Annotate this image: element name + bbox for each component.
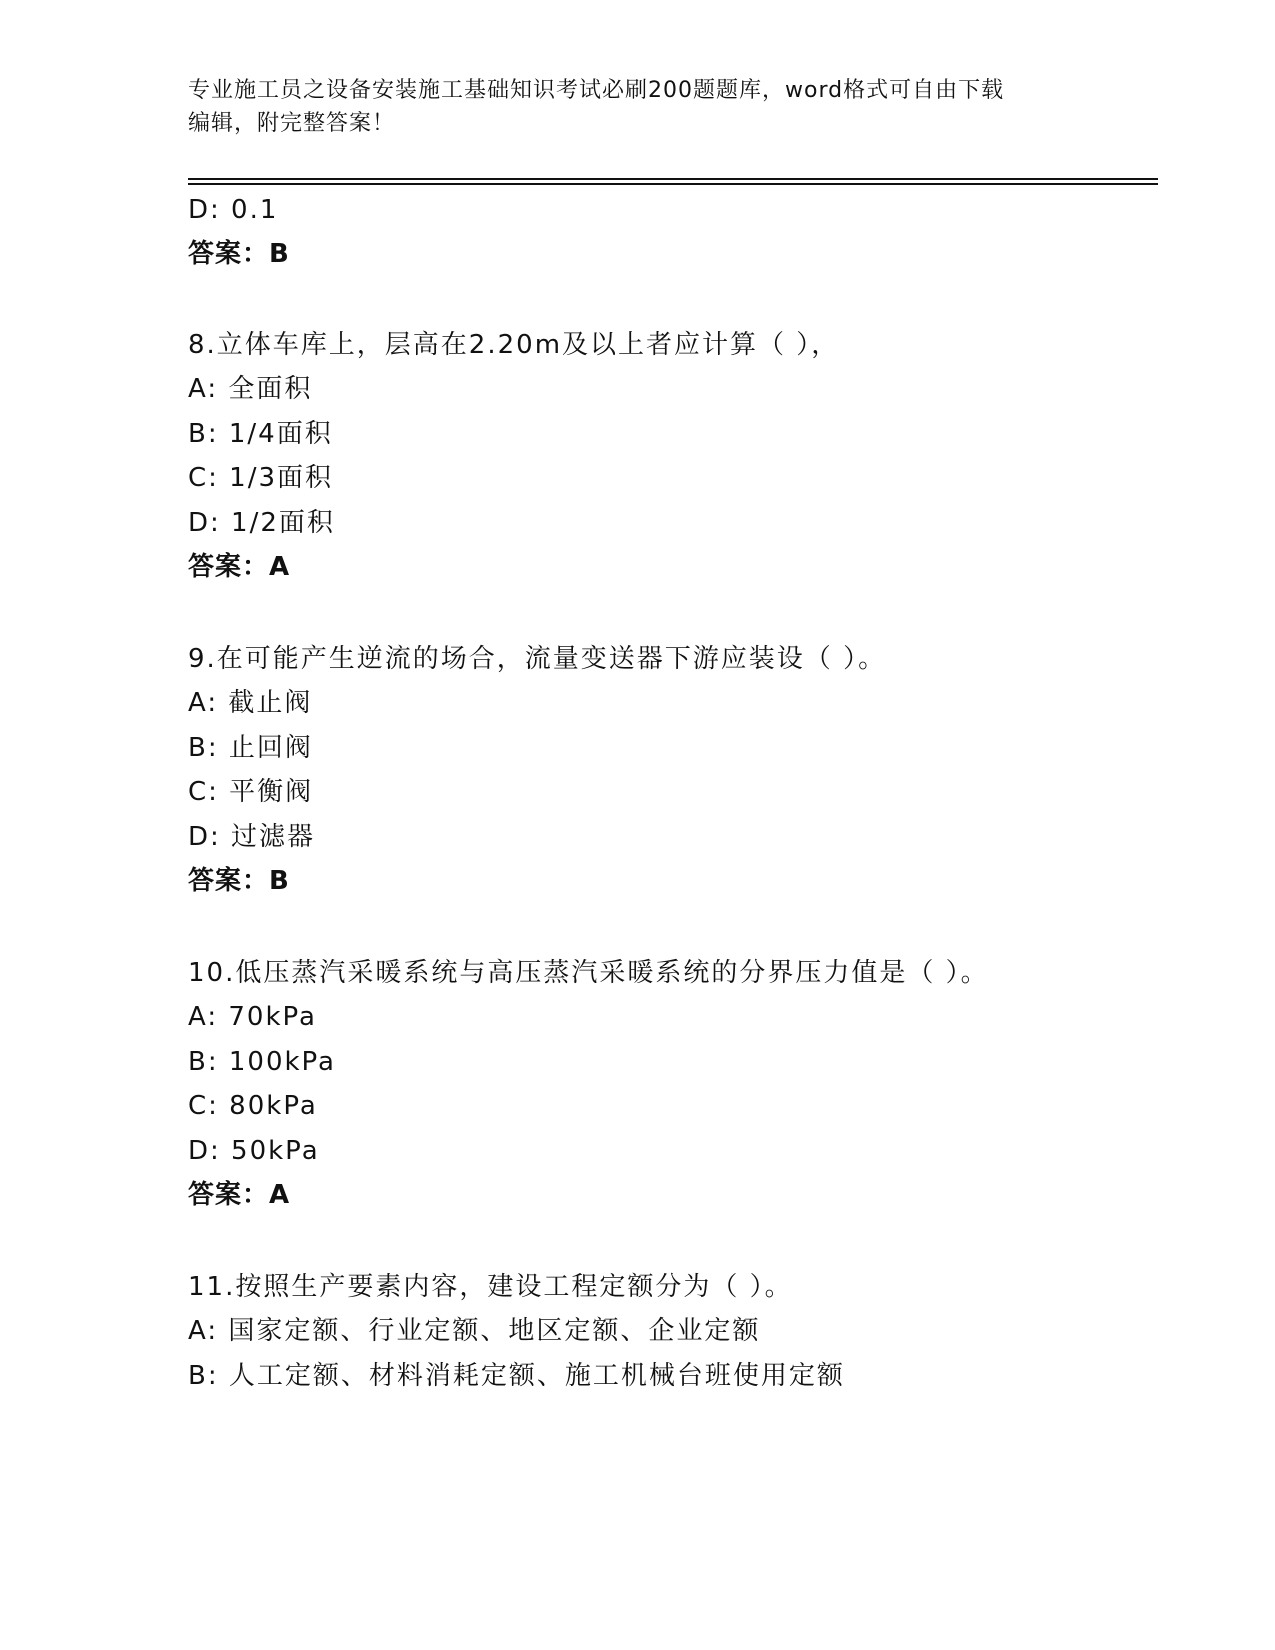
question-8: 8.立体车库上，层高在2.20m及以上者应计算（ ）， <box>188 330 840 360</box>
option-a-q8: A: 全面积 <box>188 374 313 404</box>
option-b-q9: B: 止回阀 <box>188 733 313 763</box>
option-d-q9: D: 过滤器 <box>188 822 316 852</box>
option-d-q8: D: 1/2面积 <box>188 508 335 538</box>
answer-q8: 答案：A <box>188 552 291 582</box>
question-10: 10.低压蒸汽采暖系统与高压蒸汽采暖系统的分界压力值是（ ）。 <box>188 958 989 988</box>
question-11: 11.按照生产要素内容，建设工程定额分为（ ）。 <box>188 1272 793 1302</box>
option-c-q8: C: 1/3面积 <box>188 463 334 493</box>
header-divider-top <box>188 178 1158 180</box>
option-a-q9: A: 截止阀 <box>188 688 313 718</box>
option-c-q9: C: 平衡阀 <box>188 777 314 807</box>
answer-q10: 答案：A <box>188 1180 291 1210</box>
header-divider-bottom <box>188 183 1158 185</box>
option-b-q11: B: 人工定额、材料消耗定额、施工机械台班使用定额 <box>188 1361 845 1391</box>
option-c-q10: C: 80kPa <box>188 1091 318 1121</box>
option-a-q10: A: 70kPa <box>188 1002 317 1032</box>
option-d-q10: D: 50kPa <box>188 1136 320 1166</box>
document-header <box>188 74 1088 140</box>
question-9: 9.在可能产生逆流的场合，流量变送器下游应装设（ ）。 <box>188 644 887 674</box>
header-line-2: 编辑，附完整答案！ <box>188 111 396 136</box>
option-d-q7: D: 0.1 <box>188 195 279 225</box>
answer-q9: 答案：B <box>188 866 290 896</box>
option-a-q11: A: 国家定额、行业定额、地区定额、企业定额 <box>188 1316 761 1346</box>
option-b-q10: B: 100kPa <box>188 1047 336 1077</box>
answer-q7: 答案：B <box>188 239 290 269</box>
header-line-1: 专业施工员之设备安装施工基础知识考试必刷200题题库，word格式可自由下载 <box>188 78 1005 103</box>
option-b-q8: B: 1/4面积 <box>188 419 333 449</box>
